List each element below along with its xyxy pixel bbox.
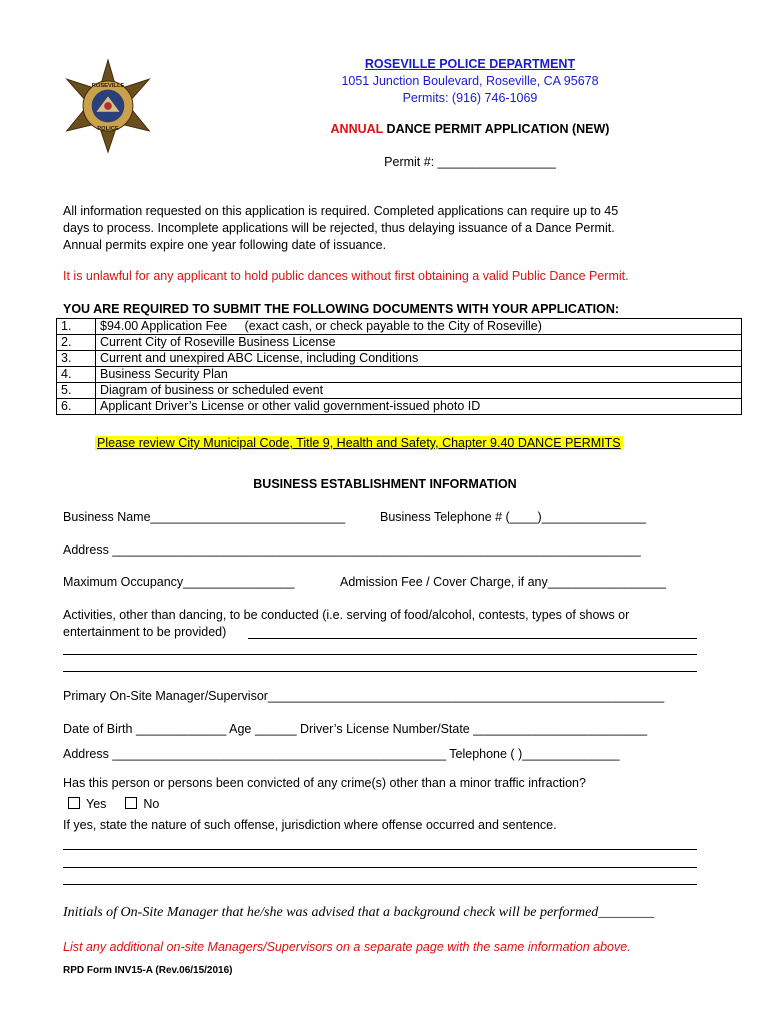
business-name-field[interactable]: Business Name____________________________ [63,510,346,524]
business-address-field[interactable]: Address ____________________________________________________________________________ [63,543,641,557]
documents-table [56,318,742,415]
badge-bottom-text: POLICE [97,126,119,132]
department-name: ROSEVILLE POLICE DEPARTMENT [364,57,576,71]
primary-manager-field[interactable]: Primary On-Site Manager/Supervisor_________________________________________________________ [63,689,665,703]
table-row [57,351,742,367]
yes-label: Yes [86,797,107,811]
title-annual: ANNUAL [330,122,384,136]
convicted-options [68,797,159,811]
no-checkbox[interactable] [125,797,137,809]
doc-text: Diagram of business or scheduled event [96,383,742,399]
manager-dob-age-license-field[interactable]: Date of Birth _____________ Age ______ Driver’s License Number/State _________________________ [63,722,648,736]
department-address: 1051 Junction Boulevard, Roseville, CA 95678 [341,74,599,88]
additional-managers-note: List any additional on-site Managers/Supervisors on a separate page with the same information above. [63,940,631,954]
activities-line-1[interactable] [248,638,697,639]
doc-text: Applicant Driver’s License or other valid government-issued photo ID [96,399,742,415]
activities-line-3[interactable] [63,671,697,672]
activities-label-2: entertainment to be provided) [63,625,227,639]
admission-fee-field[interactable]: Admission Fee / Cover Charge, if any_________________ [340,575,666,589]
badge-top-text: ROSEVILLE [91,82,125,89]
police-badge-logo [60,58,156,154]
title-rest: DANCE PERMIT APPLICATION (NEW) [383,122,610,136]
doc-number: 6. [57,399,96,415]
offense-line-2[interactable] [63,867,697,868]
doc-text: Business Security Plan [96,367,742,383]
intro-line-2: days to process. Incomplete applications will be rejected, thus delaying issuance of a Dance Permit. [63,221,615,235]
intro-line-1: All information requested on this application is required. Completed applications can require up to 45 [63,204,619,218]
activities-label-1: Activities, other than dancing, to be conducted (i.e. serving of food/alcohol, contests, types of shows or [63,608,630,622]
doc-number: 2. [57,335,96,351]
table-row [57,383,742,399]
doc-number: 4. [57,367,96,383]
documents-heading: YOU ARE REQUIRED TO SUBMIT THE FOLLOWING DOCUMENTS WITH YOUR APPLICATION: [63,302,620,316]
intro-paragraph [63,203,703,254]
doc-number: 3. [57,351,96,367]
permit-number-field[interactable]: Permit #: _________________ [384,155,556,169]
table-row [57,367,742,383]
doc-text: $94.00 Application Fee (exact cash, or check payable to the City of Roseville) [96,319,742,335]
manager-address-telephone-field[interactable]: Address ________________________________________________ Telephone ( )______________ [63,747,620,761]
max-occupancy-field[interactable]: Maximum Occupancy________________ [63,575,295,589]
form-title [260,121,680,138]
no-label: No [143,797,160,811]
doc-number: 1. [57,319,96,335]
municipal-code-link[interactable]: Please review City Municipal Code, Title 9, Health and Safety, Chapter 9.40 DANCE PERMITS [97,436,621,450]
doc-text: Current City of Roseville Business License [96,335,742,351]
offense-line-1[interactable] [63,849,697,850]
table-row [57,319,742,335]
offense-line-3[interactable] [63,884,697,885]
business-section-title: BUSINESS ESTABLISHMENT INFORMATION [253,477,517,491]
yes-checkbox[interactable] [68,797,80,809]
table-row [57,335,742,351]
table-row [57,399,742,415]
business-telephone-field[interactable]: Business Telephone # (____)_______________ [380,510,646,524]
unlawful-warning: It is unlawful for any applicant to hold public dances without first obtaining a valid Public Dance Permit. [63,269,629,283]
doc-text: Current and unexpired ABC License, including Conditions [96,351,742,367]
convicted-question: Has this person or persons been convicted of any crime(s) other than a minor traffic infraction? [63,776,586,790]
initials-field[interactable]: Initials of On-Site Manager that he/she was advised that a background check will be performed________ [63,905,655,920]
intro-line-3: Annual permits expire one year following date of issuance. [63,238,387,252]
activities-line-2[interactable] [63,654,697,655]
permits-phone: Permits: (916) 746-1069 [402,91,538,105]
if-yes-instruction: If yes, state the nature of such offense, jurisdiction where offense occurred and sentence. [63,818,557,832]
form-number: RPD Form INV15-A (Rev.06/15/2016) [63,965,233,976]
doc-number: 5. [57,383,96,399]
